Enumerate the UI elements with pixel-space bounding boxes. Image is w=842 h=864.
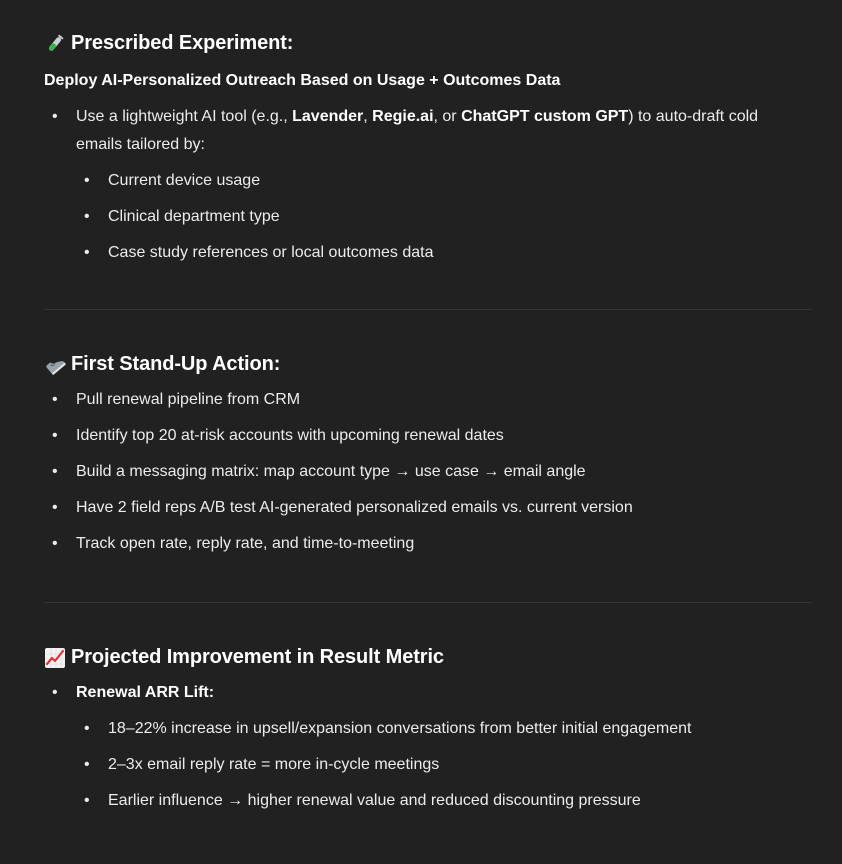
bullet: • xyxy=(52,391,58,408)
test-tube-icon xyxy=(44,33,66,55)
action-list xyxy=(44,386,812,558)
experiment-list xyxy=(44,103,812,267)
list-item: • Pull renewal pipeline from CRM xyxy=(44,386,812,414)
list-item: • Earlier influence → higher renewal value and reduced discounting pressure xyxy=(44,787,812,815)
list-item: • 2–3x email reply rate = more in-cycle meetings xyxy=(44,751,812,779)
section-divider xyxy=(44,309,812,310)
list-item: • Track open rate, reply rate, and time-to-meeting xyxy=(44,530,812,558)
bullet: • xyxy=(52,684,58,701)
bullet: • xyxy=(52,108,58,125)
tool-name: ChatGPT custom GPT xyxy=(461,108,629,125)
metric-label: Renewal ARR Lift: xyxy=(76,684,215,701)
list-item xyxy=(44,679,812,707)
list-item: • Have 2 field reps A/B test AI-generated personalized emails vs. current version xyxy=(44,494,812,522)
list-item: • Clinical department type xyxy=(44,203,812,231)
list-item: • Build a messaging matrix: map account type → use case → email angle xyxy=(44,458,812,486)
chart-increasing-icon xyxy=(44,647,66,669)
bullet: • xyxy=(52,463,58,480)
section-divider xyxy=(44,602,812,603)
section-heading xyxy=(44,646,812,669)
sneaker-icon xyxy=(44,354,66,376)
bullet: • xyxy=(52,535,58,552)
section-heading xyxy=(44,353,812,376)
list-item: • Current device usage xyxy=(44,167,812,195)
heading-text: Projected Improvement in Result Metric xyxy=(71,646,444,668)
bullet: • xyxy=(84,244,90,261)
improvement-list xyxy=(44,679,812,815)
tool-name: Regie.ai xyxy=(372,108,434,125)
list-item: • 18–22% increase in upsell/expansion conversations from better initial engagement xyxy=(44,715,812,743)
section-first-standup xyxy=(44,353,812,558)
bullet: • xyxy=(52,427,58,444)
bullet: • xyxy=(84,208,90,225)
bullet: • xyxy=(84,792,90,809)
experiment-title: Deploy AI-Personalized Outreach Based on Usage + Outcomes Data xyxy=(44,72,561,89)
bullet: • xyxy=(84,172,90,189)
tool-name: Lavender xyxy=(292,108,364,125)
list-item: • Identify top 20 at-risk accounts with upcoming renewal dates xyxy=(44,422,812,450)
section-heading xyxy=(44,32,812,55)
section-projected-improvement xyxy=(44,646,812,815)
bullet: • xyxy=(84,756,90,773)
section-prescribed-experiment xyxy=(44,32,812,267)
bullet: • xyxy=(84,720,90,737)
list-item: • Case study references or local outcomes data xyxy=(44,239,812,267)
bullet: • xyxy=(52,499,58,516)
heading-text: First Stand-Up Action: xyxy=(71,353,281,375)
heading-text: Prescribed Experiment: xyxy=(71,32,294,54)
list-item: • Use a lightweight AI tool (e.g., Lavender, Regie.ai, or ChatGPT custom GPT) to auto-draft cold emails tailored by: xyxy=(44,103,812,159)
